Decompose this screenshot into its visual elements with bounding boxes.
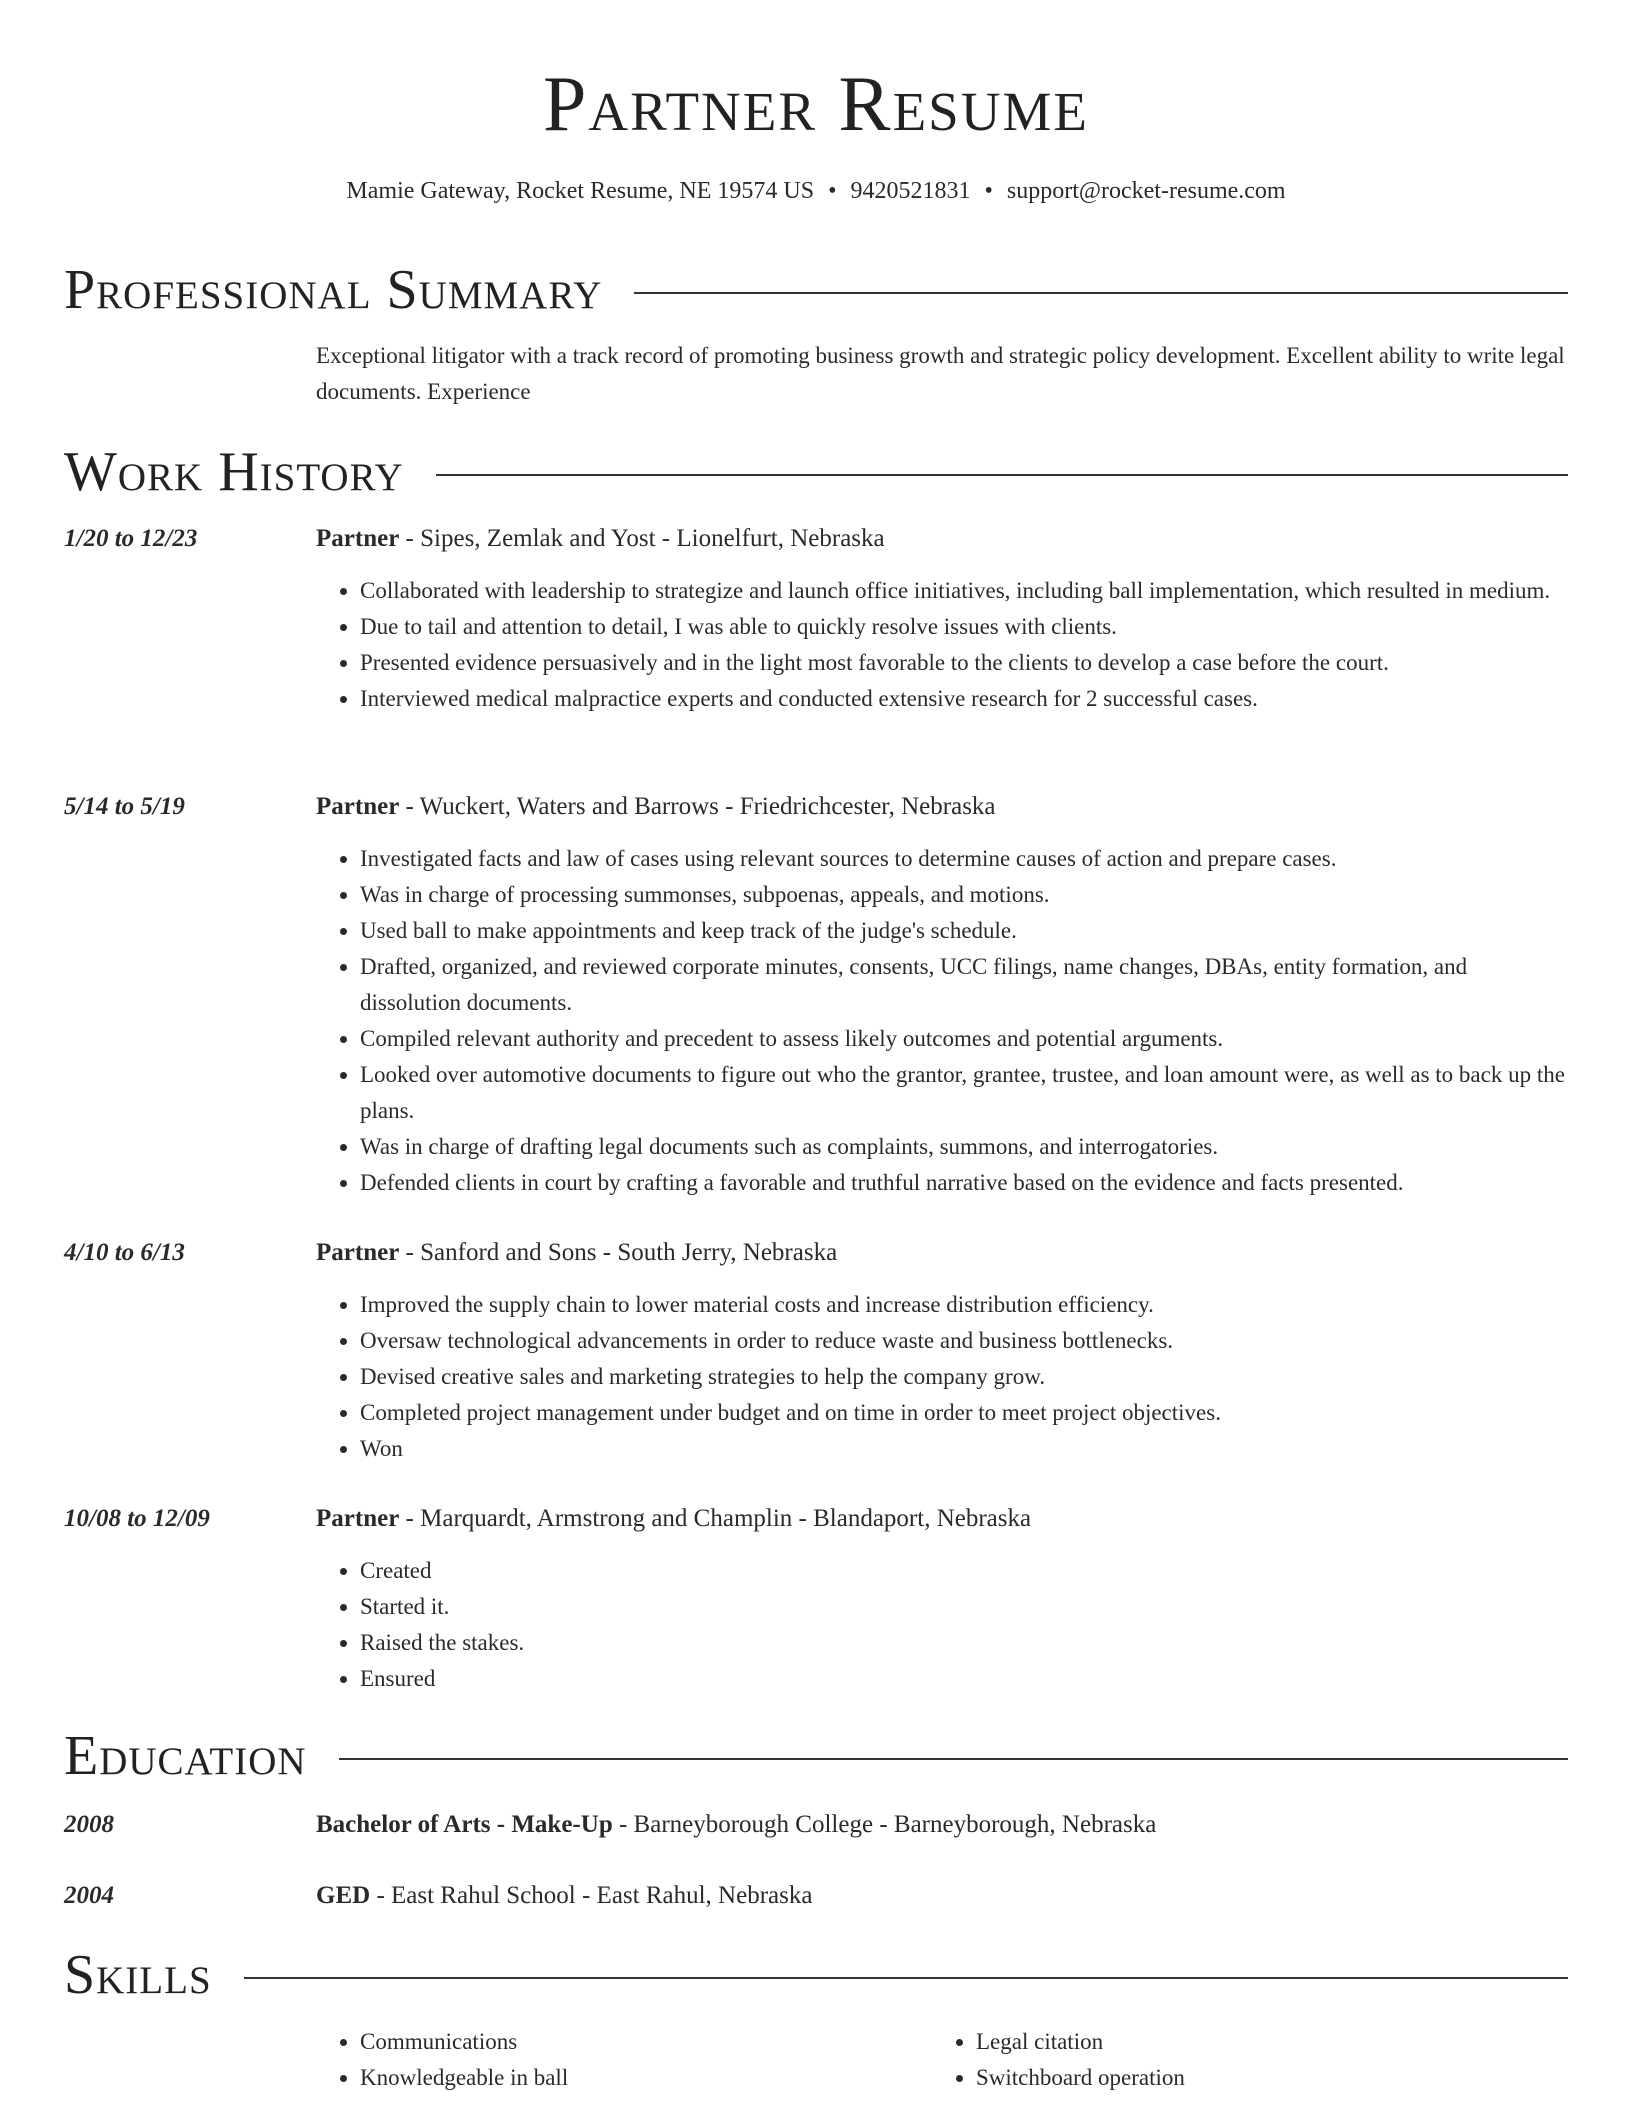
list-item: • Devised creative sales and marketing strategies to help the company grow. bbox=[360, 1359, 1568, 1395]
contact-phone: 9420521831 bbox=[850, 178, 971, 204]
list-item: • Due to tail and attention to detail, I was able to quickly resolve issues with clients. bbox=[360, 609, 1568, 645]
list-item: • Oversaw technological advancements in order to reduce waste and business bottlenecks. bbox=[360, 1323, 1568, 1359]
job-bullets bbox=[316, 841, 1568, 1201]
education-year: 2004 bbox=[64, 1882, 114, 1909]
list-item: • Presented evidence persuasively and in the light most favorable to the clients to develop a case before the court. bbox=[360, 645, 1568, 681]
list-item: • Defended clients in court by crafting a favorable and truthful narrative based on the evidence and facts presented. bbox=[360, 1165, 1568, 1201]
list-item: • Ensured bbox=[360, 1661, 1568, 1697]
education-year: 2008 bbox=[64, 1811, 114, 1838]
job-dates: 4/10 to 6/13 bbox=[64, 1239, 185, 1266]
education-entry bbox=[316, 1878, 1568, 1914]
list-item: • Drafted, organized, and reviewed corporate minutes, consents, UCC filings, name changes, DBAs, entity formation, and dissolution documents. bbox=[360, 949, 1568, 1021]
summary-heading: Professional Summary bbox=[64, 259, 603, 321]
skill-item: • Communications bbox=[360, 2024, 920, 2060]
contact-address: Mamie Gateway, Rocket Resume, NE 19574 US bbox=[346, 178, 815, 204]
job-heading bbox=[316, 521, 1568, 557]
job-heading bbox=[316, 1235, 1568, 1271]
skill-item: • Knowledgeable in ball bbox=[360, 2060, 920, 2096]
contact-separator: • bbox=[984, 178, 993, 204]
education-entry bbox=[316, 1807, 1568, 1843]
summary-text: Exceptional litigator with a track record of promoting business growth and strategic policy development. Excellent ability to write legal documents. Experience bbox=[316, 343, 1565, 404]
job-title: Partner bbox=[316, 1505, 400, 1532]
job-details: - Wuckert, Waters and Barrows - Friedrichcester, Nebraska bbox=[399, 793, 996, 820]
skills-list-right bbox=[932, 2024, 1576, 2096]
skill-item: • Switchboard operation bbox=[976, 2060, 1576, 2096]
job-title: Partner bbox=[316, 793, 400, 820]
section-divider bbox=[244, 1977, 1568, 1979]
job-bullets bbox=[316, 573, 1568, 717]
education-degree: GED bbox=[316, 1882, 371, 1909]
education-details: - East Rahul School - East Rahul, Nebraska bbox=[370, 1882, 813, 1909]
skills-section-heading bbox=[64, 1943, 1568, 2007]
contact-email: support@rocket-resume.com bbox=[1006, 178, 1286, 204]
summary-section-heading bbox=[64, 258, 1568, 322]
education-heading: Education bbox=[64, 1725, 307, 1787]
education-section-heading bbox=[64, 1724, 1568, 1788]
list-item: • Raised the stakes. bbox=[360, 1625, 1568, 1661]
education-degree: Bachelor of Arts - Make-Up bbox=[316, 1811, 613, 1838]
list-item: • Investigated facts and law of cases using relevant sources to determine causes of action and prepare cases. bbox=[360, 841, 1568, 877]
list-item: • Used ball to make appointments and keep track of the judge's schedule. bbox=[360, 913, 1568, 949]
list-item: • Won bbox=[360, 1431, 1568, 1467]
job-heading bbox=[316, 789, 1568, 825]
job-bullets bbox=[316, 1287, 1568, 1467]
section-divider bbox=[436, 474, 1568, 476]
list-item: • Improved the supply chain to lower material costs and increase distribution efficiency. bbox=[360, 1287, 1568, 1323]
job-dates: 5/14 to 5/19 bbox=[64, 793, 185, 820]
job-details: - Sanford and Sons - South Jerry, Nebraska bbox=[399, 1239, 838, 1266]
list-item: • Looked over automotive documents to figure out who the grantor, grantee, trustee, and loan amount were, as well as to back up the plans. bbox=[360, 1057, 1568, 1129]
contact-separator: • bbox=[828, 178, 837, 204]
list-item: • Compiled relevant authority and precedent to assess likely outcomes and potential arguments. bbox=[360, 1021, 1568, 1057]
list-item: • Interviewed medical malpractice experts and conducted extensive research for 2 successful cases. bbox=[360, 681, 1568, 717]
list-item: • Started it. bbox=[360, 1589, 1568, 1625]
page-title: Partner Resume bbox=[542, 60, 1089, 147]
section-divider bbox=[339, 1758, 1568, 1760]
section-divider bbox=[634, 292, 1568, 294]
job-title: Partner bbox=[316, 525, 400, 552]
list-item: • Collaborated with leadership to strategize and launch office initiatives, including ball implementation, which resulted in medium. bbox=[360, 573, 1568, 609]
skills-heading: Skills bbox=[64, 1944, 212, 2006]
job-bullets bbox=[316, 1553, 1568, 1697]
job-heading bbox=[316, 1501, 1568, 1537]
skill-item: • Legal citation bbox=[976, 2024, 1576, 2060]
list-item: • Was in charge of drafting legal documents such as complaints, summons, and interrogatories. bbox=[360, 1129, 1568, 1165]
work-section-heading bbox=[64, 440, 1568, 504]
list-item: • Created bbox=[360, 1553, 1568, 1589]
job-title: Partner bbox=[316, 1239, 400, 1266]
education-details: - Barneyborough College - Barneyborough, Nebraska bbox=[612, 1811, 1157, 1838]
work-heading: Work History bbox=[64, 441, 404, 503]
skills-list-left bbox=[316, 2024, 920, 2096]
job-details: - Marquardt, Armstrong and Champlin - Blandaport, Nebraska bbox=[399, 1505, 1032, 1532]
job-dates: 10/08 to 12/09 bbox=[64, 1505, 210, 1532]
job-details: - Sipes, Zemlak and Yost - Lionelfurt, Nebraska bbox=[399, 525, 885, 552]
job-dates: 1/20 to 12/23 bbox=[64, 525, 198, 552]
list-item: • Completed project management under budget and on time in order to meet project objectives. bbox=[360, 1395, 1568, 1431]
list-item: • Was in charge of processing summonses, subpoenas, appeals, and motions. bbox=[360, 877, 1568, 913]
contact-line bbox=[0, 176, 1632, 206]
